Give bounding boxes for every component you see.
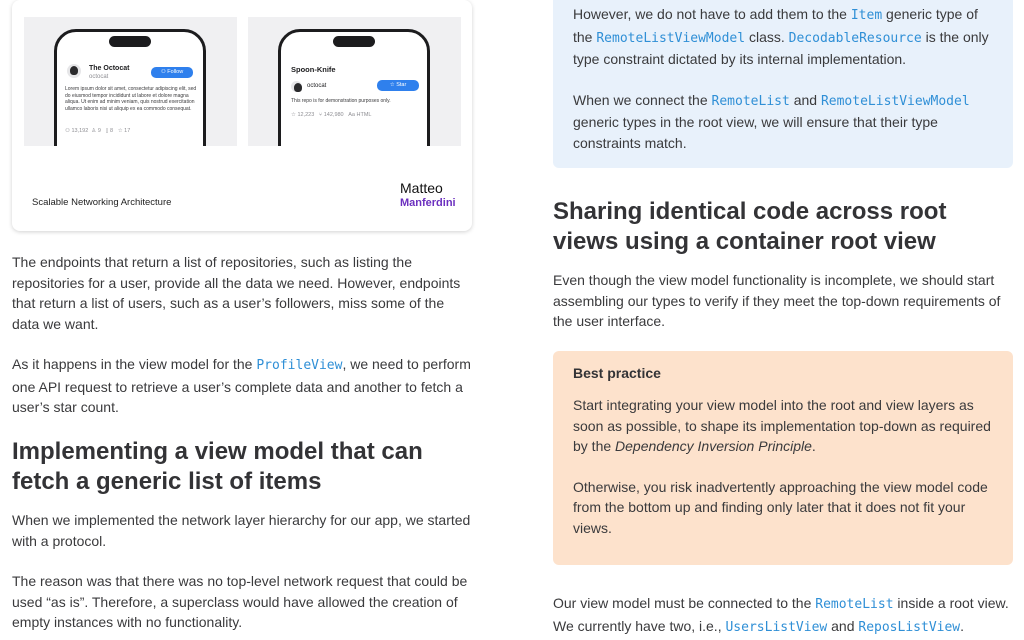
paragraph: Even though the view model functionality is incomplete, we should start assembling our types to verify if they meet the top-down requirements of the user interface. (553, 272, 1001, 329)
stat-repos: 8 (110, 128, 114, 134)
text: . (960, 617, 965, 634)
repo-owner: octocat (307, 83, 327, 89)
phone-notch (333, 36, 375, 47)
profile-login: octocat (89, 74, 109, 80)
octocat-avatar-icon (67, 64, 81, 78)
text: is the only type constraint dictated by its internal implementation. (573, 28, 989, 67)
inline-code: RemoteList (815, 597, 894, 612)
text: generic types in the root view, we will ensure that their type constraints match. (573, 114, 938, 151)
phone-frame (54, 29, 206, 146)
phone-notch (109, 36, 151, 47)
follow-button (151, 67, 193, 78)
stat-following: 9 (97, 128, 101, 134)
inline-code: ReposListView (858, 619, 961, 635)
best-practice-callout (553, 351, 1013, 565)
stat-followers: 13,192 (71, 128, 89, 134)
star-icon: ☆ (117, 128, 123, 134)
text: When we connect the (573, 91, 712, 108)
best-practice-paragraph: Otherwise, you risk inadvertently approaching the view model code from the bottom up and finding only later that it does not fit your views. (573, 478, 988, 536)
paragraph: The reason was that there was no top-level network request that could be used “as is”. Therefore, a superclass would have allowed the creation of empty instances with no functionality. (12, 573, 468, 630)
text: As it happens in the view model for the (12, 356, 257, 372)
inline-code: RemoteListViewModel (820, 93, 970, 109)
profile-name: The Octocat (89, 65, 130, 72)
repo-icon: ▯ (105, 128, 109, 134)
star-icon: ☆ (389, 82, 397, 88)
star-button (377, 80, 419, 91)
repo-description: This repo is for demonstration purposes only. (291, 98, 391, 104)
repo-stats (291, 112, 371, 118)
note-callout (553, 0, 1013, 168)
code-icon: Aa (348, 112, 355, 118)
best-practice-paragraph (573, 395, 993, 457)
person-icon: ⚇ (160, 69, 168, 75)
text: However, we do not have to add them to the (573, 6, 851, 22)
inline-code: RemoteListViewModel (596, 30, 746, 46)
best-practice-title: Best practice (573, 365, 661, 381)
inline-code: RemoteList (711, 93, 790, 109)
star-icon: ☆ (291, 112, 296, 118)
figure-caption: Scalable Networking Architecture (32, 197, 172, 208)
repo-screenshot (248, 17, 461, 146)
note-paragraph (573, 90, 993, 154)
text: and (827, 617, 859, 634)
text: and (789, 91, 821, 108)
repo-forks: 142,980 (323, 112, 344, 118)
repo-stars: 12,223 (297, 112, 315, 118)
section-heading: Sharing identical code across root views using a container root view (553, 198, 947, 255)
paragraph: When we implemented the network layer hierarchy for our app, we started with a protocol. (12, 512, 471, 549)
person-icon: ♙ (91, 128, 97, 134)
phone-frame (278, 29, 430, 146)
section-heading: Implementing a view model that can fetch a generic list of items (12, 438, 423, 495)
paragraph (553, 593, 1015, 638)
follow-label: Follow (167, 69, 184, 75)
text: , we need to perform one API request to retrieve a user’s complete data and another to fetch a user’s star count. (12, 356, 471, 415)
logo-last-name: Manferdini (400, 197, 456, 209)
repo-language: HTML (356, 112, 372, 118)
text: Start integrating your view model into the root and view layers as soon as possible, to shape its implementation top-down as required by the (573, 397, 991, 454)
people-icon: ⚇ (65, 128, 70, 134)
logo-first-name: Matteo (400, 180, 443, 196)
text: inside a root view. We currently have two, i.e., (553, 595, 1009, 634)
emphasis: Dependency Inversion Principle (615, 438, 812, 454)
fork-icon: ⑂ (318, 112, 323, 118)
inline-code: DecodableResource (788, 30, 922, 46)
owner-avatar-icon (291, 81, 302, 92)
inline-code: ProfileView (256, 358, 343, 373)
paragraph (12, 354, 474, 418)
profile-bio: Lorem ipsum dolor sit amet, consectetur adipiscing elit, sed do eiusmod tempor incididunt ut labore et dolore magna aliqua. Ut enim ad minim veniam, quis nostrud exercitation ullamco laboris nisi ut aliquip ex ea commodo consequat. (65, 86, 197, 112)
text: . (811, 438, 816, 454)
inline-code: Item (850, 8, 883, 23)
profile-screenshot (24, 17, 237, 146)
paragraph: The endpoints that return a list of repositories, such as listing the repositories for a user, provide all the data we need. However, endpoints that return a list of users, such as a user’s followers, miss some of the data we want. (12, 254, 461, 332)
text: Our view model must be connected to the (553, 595, 816, 611)
profile-stats (65, 128, 130, 134)
note-paragraph (573, 4, 993, 70)
repo-name: Spoon-Knife (291, 65, 336, 74)
figure-card (12, 0, 472, 231)
text: generic type of the (573, 6, 978, 45)
author-logo (400, 181, 456, 211)
star-label: Star (396, 82, 407, 88)
stat-stars: 17 (124, 128, 131, 134)
inline-code: UsersListView (725, 619, 828, 635)
text: class. (745, 28, 789, 45)
